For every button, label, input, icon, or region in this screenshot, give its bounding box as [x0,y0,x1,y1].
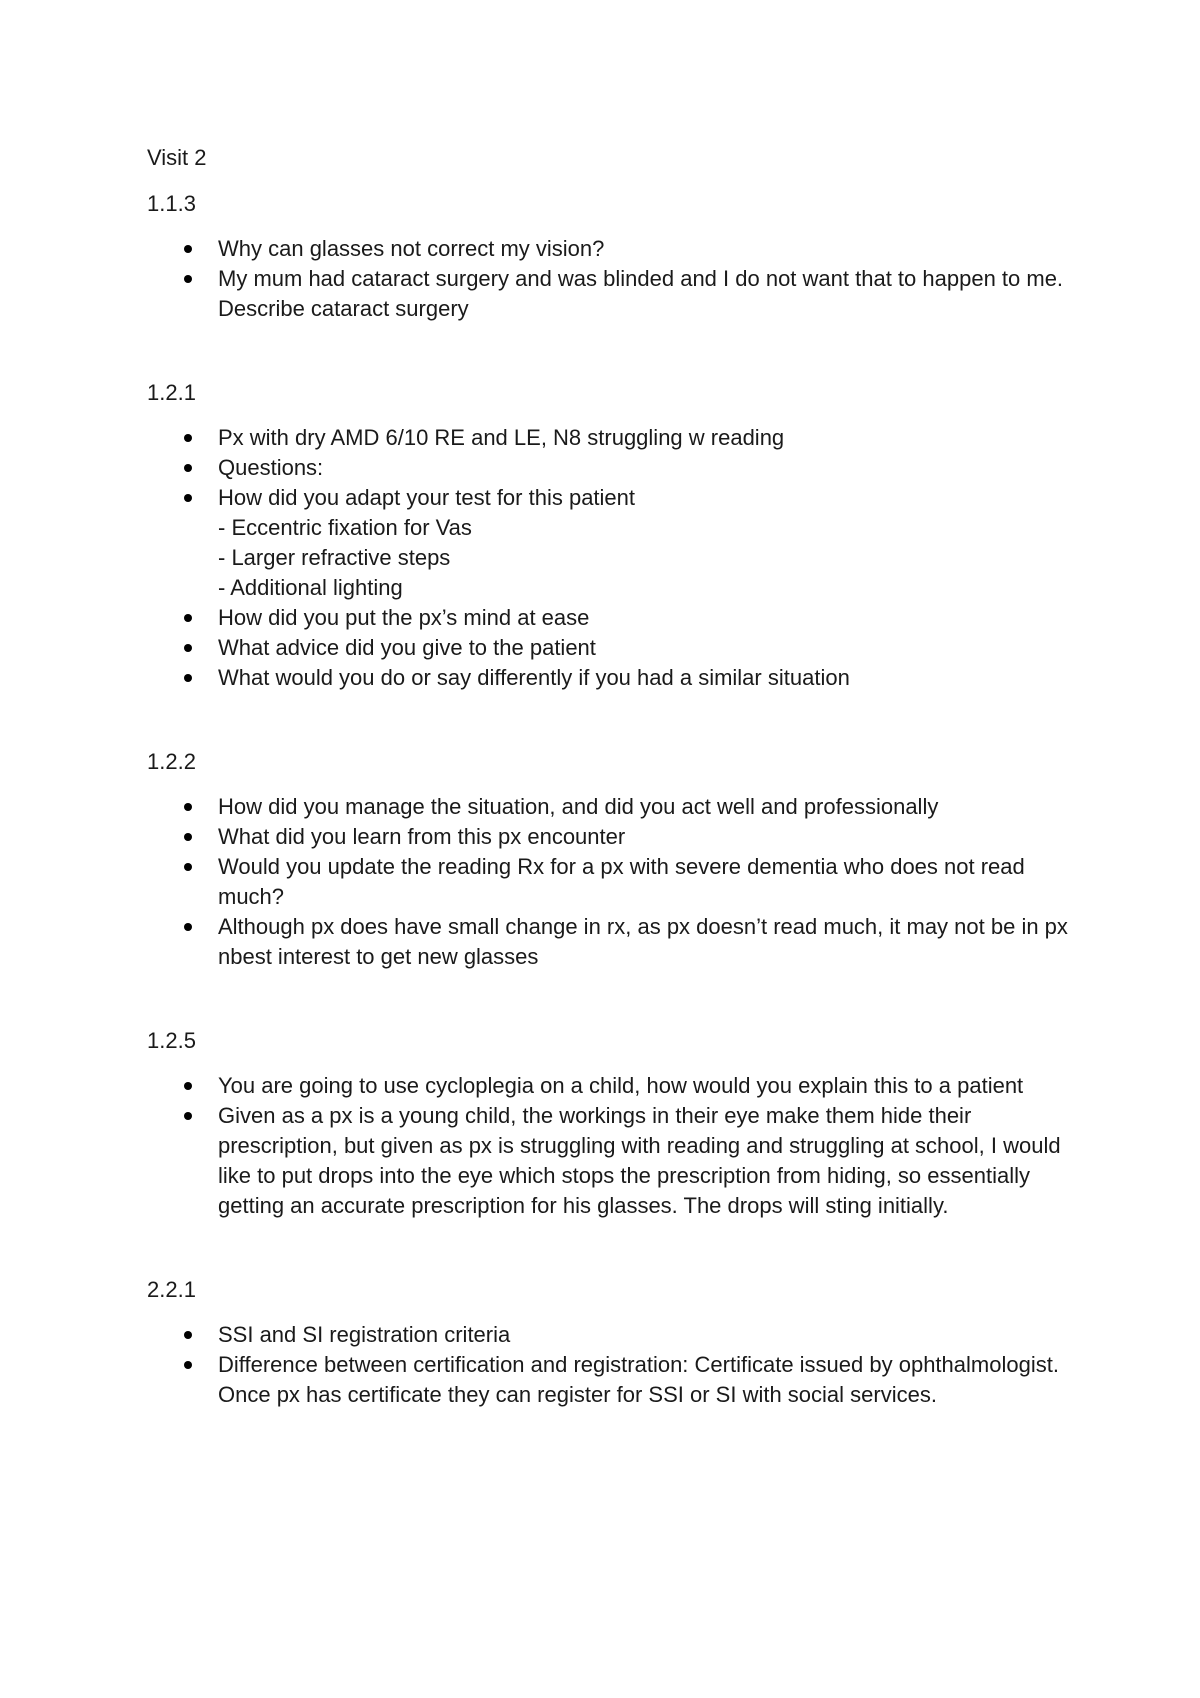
bullet-icon [184,803,192,811]
list-item-text: Although px does have small change in rx, as px doesn’t read much, it may not be in px nbest interest to get new glasses [218,914,1068,969]
bullet-icon [184,275,192,283]
bullet-icon [184,1331,192,1339]
bullet-list [147,423,1077,693]
section-heading: 1.1.3 [147,191,196,216]
bullet-icon [184,1112,192,1120]
list-item [218,1350,1077,1410]
list-item [218,483,1077,603]
bullet-icon [184,863,192,871]
section [147,1275,1077,1410]
list-item-text: What would you do or say differently if you had a similar situation [218,665,850,690]
list-item [218,1320,1077,1350]
bullet-list [147,792,1077,972]
section [147,189,1077,324]
section [147,378,1077,693]
list-item [218,603,1077,633]
list-item-subline: - Eccentric fixation for Vas [218,515,472,540]
bullet-list [147,1071,1077,1221]
list-item-text: You are going to use cycloplegia on a child, how would you explain this to a patient [218,1073,1024,1098]
section-heading: 1.2.2 [147,749,196,774]
bullet-list [147,234,1077,324]
bullet-icon [184,464,192,472]
bullet-list [147,1320,1077,1410]
bullet-icon [184,644,192,652]
list-item-text: How did you adapt your test for this patient [218,485,636,510]
bullet-icon [184,494,192,502]
bullet-icon [184,674,192,682]
list-item-text: How did you manage the situation, and did you act well and professionally [218,794,939,819]
list-item-text: Questions: [218,455,324,480]
list-item [218,792,1077,822]
list-item-text: How did you put the px’s mind at ease [218,605,590,630]
list-item-text: What did you learn from this px encounter [218,824,626,849]
list-item [218,912,1077,972]
list-item [218,1071,1077,1101]
sections-container [147,189,1077,1410]
bullet-icon [184,1082,192,1090]
list-item [218,264,1077,324]
list-item-text: Would you update the reading Rx for a px with severe dementia who does not read much? [218,854,1025,909]
list-item-text: Why can glasses not correct my vision? [218,236,605,261]
list-item-subline: - Larger refractive steps [218,545,451,570]
list-item-text: What advice did you give to the patient [218,635,596,660]
list-item [218,423,1077,453]
section [147,1026,1077,1221]
section-heading: 1.2.1 [147,380,196,405]
section-heading: 2.2.1 [147,1277,196,1302]
list-item-text: My mum had cataract surgery and was blinded and I do not want that to happen to me. Describe cataract surgery [218,266,1064,321]
list-item-text: Px with dry AMD 6/10 RE and LE, N8 struggling w reading [218,425,785,450]
list-item [218,234,1077,264]
document-page [147,143,1077,1410]
bullet-icon [184,245,192,253]
bullet-icon [184,434,192,442]
section [147,747,1077,972]
list-item-text: Difference between certification and registration: Certificate issued by ophthalmologist. Once px has certificate they can register for SSI or SI with social services. [218,1352,1059,1407]
list-item [218,1101,1077,1221]
list-item [218,663,1077,693]
document-title: Visit 2 [147,145,207,170]
list-item-subline: - Additional lighting [218,575,403,600]
bullet-icon [184,923,192,931]
list-item [218,822,1077,852]
bullet-icon [184,833,192,841]
list-item [218,633,1077,663]
list-item [218,852,1077,912]
section-heading: 1.2.5 [147,1028,196,1053]
bullet-icon [184,614,192,622]
list-item-text: SSI and SI registration criteria [218,1322,511,1347]
list-item [218,453,1077,483]
list-item-text: Given as a px is a young child, the workings in their eye make them hide their prescription, but given as px is struggling with reading and struggling at school, I would like to put drops into the eye which stops the prescription from hiding, so essentially getting an accurate prescription for his glasses. The drops will sting initially. [218,1103,1061,1218]
bullet-icon [184,1361,192,1369]
